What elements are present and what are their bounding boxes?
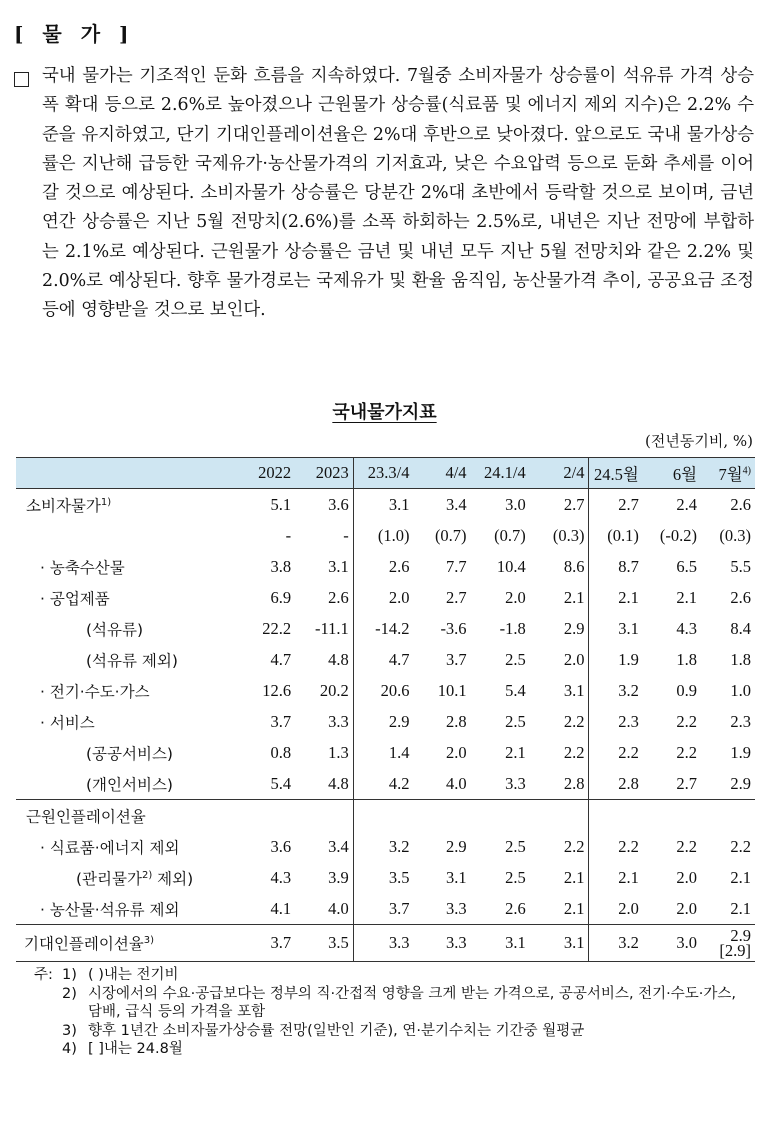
checkbox-bullet (14, 72, 29, 87)
table-cell: 2.7 (676, 773, 698, 793)
table-cell: (0.7) (494, 525, 526, 545)
table-cell (701, 800, 755, 832)
table-cell: 20.2 (319, 680, 349, 700)
table-cell: 3.0 (505, 494, 526, 514)
table-cell: 3.1 (589, 613, 643, 644)
col-header: 7월$^{4)}$ (701, 458, 755, 489)
table-cell: 2.0 (589, 893, 643, 925)
row-label: · 농축수산물 (40, 558, 125, 577)
table-cell: 2.1 (676, 587, 698, 607)
table-row (16, 520, 755, 551)
table-cell: 1.3 (328, 742, 349, 762)
note-text: [ ]내는 24.8월 (88, 1041, 183, 1057)
table-cell: 2.1 (563, 867, 585, 887)
table-cell: - (285, 525, 292, 545)
table-cell: 3.5 (353, 862, 413, 893)
note-text: 시장에서의 수요·공급보다는 정부의 직·간접적 영향을 크게 받는 가격으로, 공공서비스, 전기·수도·가스, 담배, 급식 등의 가격을 포함 (88, 985, 737, 1020)
table-cell: 2.2 (676, 836, 698, 856)
table-cell (530, 800, 589, 832)
table-row (16, 893, 755, 925)
row-label: · 공업제품 (40, 589, 110, 608)
table-cell: (0.1) (589, 520, 643, 551)
table-cell: 2.2 (589, 737, 643, 768)
table-cell: 4.3 (676, 618, 698, 638)
col-header: 2/4 (530, 458, 589, 489)
table-cell: -1.8 (499, 618, 526, 638)
note-text: 향후 1년간 소비자물가상승률 전망(일반인 기준), 연·분기수치는 기간중 월평균 (88, 1022, 585, 1039)
table-cell: 2.7 (589, 489, 643, 521)
table-notes: 주: 1) ( )내는 전기비 2) 시장에서의 수요·공급보다는 정부의 직·간접적 영향을 크게 받는 가격으로, 공공서비스, 전기·수도·가스, 담배, 급식 등의 가격을 포함 3) 향후 1년간 소비자물가상승률 전망(일반인 기준), 연·분기수치는 기간중 월평균 4) [ ]내는 24.8월 (34, 966, 754, 1059)
table-cell: 2.3 (730, 711, 751, 731)
table-cell: 2.7 (445, 587, 467, 607)
cell-value: 2.9 (730, 926, 751, 945)
table-cell: 2.2 (730, 836, 751, 856)
row-label: · 식료품·에너지 제외 (40, 838, 180, 857)
table-cell: 2.5 (505, 711, 526, 731)
table-cell: 2.1 (730, 867, 751, 887)
table-cell: 3.2 (589, 675, 643, 706)
table-cell: 3.2 (353, 831, 413, 862)
table-cell: 1.8 (676, 649, 698, 669)
table-cell: 2.1 (563, 587, 585, 607)
table-cell: 2.5 (505, 867, 526, 887)
row-label: 근원인플레이션율 (16, 800, 238, 832)
table-cell: 3.3 (328, 711, 349, 731)
summary-paragraph: 국내 물가는 기조적인 둔화 흐름을 지속하였다. 7월중 소비자물가 상승률이 석유류 가격 상승폭 확대 등으로 2.6%로 높아졌으나 근원물가 상승률(식료품 및 에너지 제외 지수)은 2.2% 수준을 유지하였고, 단기 기대인플레이션율은 2%대 후반으로 낮아졌다. 앞으로도 국내 물가상승률은 지난해 급등한 국제유가·농산물가격의 기저효과, 낮은 수요압력 등으로 둔화 추세를 이어갈 것으로 예상된다. 소비자물가 상승률은 당분간 2%대 초반에서 등락할 것으로 보이며, 금년 연간 상승률은 지난 5월 전망치(2.6%)를 소폭 하회하는 2.5%로, 내년은 지난 전망에 부합하는 2.1%로 예상된다. 근원물가 상승률은 금년 및 내년 모두 지난 5월 전망치와 같은 2.2% 및 2.0%로 예상된다. 향후 물가경로는 국제유가 및 환율 움직임, 농산물가격 추이, 공공요금 조정 등에 영향받을 것으로 보인다. (42, 66, 754, 321)
table-cell: 2.6 (730, 494, 751, 514)
table-row (16, 737, 755, 768)
table-cell (643, 800, 701, 832)
table-row (16, 613, 755, 644)
table-cell: (0.7) (434, 525, 467, 545)
table-cell: 0.9 (676, 680, 698, 700)
table-cell: 3.8 (270, 556, 292, 576)
table-cell (413, 800, 470, 832)
table-cell: 1.0 (730, 680, 751, 700)
table-cell: 2.2 (563, 742, 585, 762)
table-cell: 6.9 (270, 587, 292, 607)
table-cell: 2.2 (563, 836, 585, 856)
table-cell: - (343, 525, 349, 545)
table-cell: 4.2 (353, 768, 413, 800)
table-cell: 3.7 (238, 925, 295, 962)
table-cell: 8.7 (589, 551, 643, 582)
table-cell: 2.2 (676, 742, 698, 762)
table-cell: 4.7 (353, 644, 413, 675)
table-cell: 5.4 (505, 680, 526, 700)
row-label: (석유류) (86, 620, 144, 639)
table-cell: 4.0 (445, 773, 467, 793)
table-cell: 0.8 (270, 742, 292, 762)
col-header: 23.3/4 (353, 458, 413, 489)
table-cell: 2.9 (353, 706, 413, 737)
table-cell: 2.0 (445, 742, 467, 762)
table-row (16, 644, 755, 675)
table-cell: -3.6 (440, 618, 467, 638)
table-cell: 2.7 (563, 494, 585, 514)
table-title: 국내물가지표 (332, 402, 437, 423)
table-cell: 4.8 (328, 649, 349, 669)
table-row (16, 551, 755, 582)
table-cell: 1.9 (730, 742, 751, 762)
table-cell: 3.3 (505, 773, 526, 793)
table-cell: 1.9 (589, 644, 643, 675)
table-cell: 2.1 (563, 898, 585, 918)
table-cell: 3.4 (445, 494, 467, 514)
table-row (16, 831, 755, 862)
table-cell: 2.0 (676, 867, 698, 887)
row-label: 기대인플레이션율$^{3)}$ (16, 925, 238, 962)
table-cell: 3.6 (328, 494, 349, 514)
table-unit: (전년동기비, %) (645, 432, 753, 450)
table-cell: 3.5 (295, 925, 353, 962)
table-cell: 4.8 (328, 773, 349, 793)
table-cell: 2.2 (589, 831, 643, 862)
table-cell: 2.8 (563, 773, 585, 793)
col-header: 24.1/4 (471, 458, 530, 489)
row-label: · 전기·수도·가스 (40, 682, 150, 701)
table-cell: 2.2 (676, 711, 698, 731)
table-cell: 3.1 (530, 925, 589, 962)
table-cell: 3.3 (353, 925, 413, 962)
table-cell: 1.4 (353, 737, 413, 768)
section-title: [ 물 가 ] (14, 22, 135, 46)
col-header: 2022 (238, 458, 295, 489)
table-cell: 2.5 (505, 649, 526, 669)
table-row (16, 768, 755, 800)
table-cell: 1.8 (730, 649, 751, 669)
table-cell (353, 800, 413, 832)
table-cell: 2.6 (328, 587, 349, 607)
table-cell: 5.1 (270, 494, 292, 514)
table-cell: 2.0 (353, 582, 413, 613)
col-header: 4/4 (413, 458, 470, 489)
table-cell: 3.1 (563, 680, 585, 700)
table-header-row (16, 458, 755, 489)
table-cell: 20.6 (353, 675, 413, 706)
table-cell: 2.5 (505, 836, 526, 856)
table-cell (238, 800, 295, 832)
row-label: (관리물가$^{2)}$ 제외) (76, 869, 194, 888)
table-row (16, 925, 755, 962)
table-row (16, 800, 755, 832)
table-row (16, 582, 755, 613)
table-cell: 4.3 (270, 867, 292, 887)
table-cell: 2.9 (730, 773, 751, 793)
row-label: 소비자물가$^{1)}$ (26, 496, 112, 515)
table-cell: 3.1 (353, 489, 413, 521)
table-cell: 2.1 (730, 898, 751, 918)
table-cell: 2.0 (676, 898, 698, 918)
table-row (16, 862, 755, 893)
table-cell (295, 800, 353, 832)
table-cell: 2.8 (589, 768, 643, 800)
table-cell: 2.4 (676, 494, 698, 514)
table-cell: 2.3 (589, 706, 643, 737)
table-cell (589, 800, 643, 832)
table-cell: 2.6 (505, 898, 526, 918)
table-cell: 3.0 (643, 925, 701, 962)
table-cell: 2.1 (505, 742, 526, 762)
table-cell: 2.9 (445, 836, 467, 856)
table-cell: 3.4 (328, 836, 349, 856)
table-cell: 7.7 (445, 556, 467, 576)
table-cell (701, 925, 755, 962)
table-cell: 3.1 (471, 925, 530, 962)
table-cell: 3.7 (270, 711, 292, 731)
table-cell: 5.5 (730, 556, 751, 576)
table-cell: 2.6 (730, 587, 751, 607)
price-indicator-table (16, 457, 755, 962)
table-cell: (1.0) (353, 520, 413, 551)
table-cell: 3.7 (353, 893, 413, 925)
table-cell: 4.1 (270, 898, 292, 918)
table-cell: 3.1 (445, 867, 467, 887)
note-text: ( )내는 전기비 (88, 967, 179, 983)
col-header: 24.5월 (589, 458, 643, 489)
table-cell: (0.3) (719, 525, 751, 545)
table-cell: 2.1 (589, 862, 643, 893)
table-cell: (-0.2) (659, 525, 698, 545)
col-header: 2023 (295, 458, 353, 489)
table-cell: 2.0 (505, 587, 526, 607)
row-label: (개인서비스) (86, 775, 173, 794)
table-row (16, 675, 755, 706)
table-cell: 8.6 (563, 556, 585, 576)
table-cell: 3.7 (445, 649, 467, 669)
table-cell: 3.3 (413, 925, 470, 962)
table-cell: 12.6 (262, 680, 292, 700)
table-cell: 8.4 (730, 618, 751, 638)
table-row (16, 706, 755, 737)
table-cell: 3.9 (328, 867, 349, 887)
row-label: (석유류 제외) (86, 651, 178, 670)
table-cell: -11.1 (314, 618, 349, 638)
table-cell: 2.2 (563, 711, 585, 731)
table-cell (471, 800, 530, 832)
table-cell: 3.3 (445, 898, 467, 918)
row-label: · 농산물·석유류 제외 (40, 900, 180, 919)
table-cell: 2.8 (445, 711, 467, 731)
table-cell: 22.2 (262, 618, 292, 638)
table-cell: -14.2 (353, 613, 413, 644)
table-cell: 5.4 (270, 773, 292, 793)
table-cell: 6.5 (676, 556, 698, 576)
table-cell: (0.3) (552, 525, 585, 545)
row-label: (공공서비스) (86, 744, 173, 763)
table-row (16, 489, 755, 521)
table-cell: 3.6 (270, 836, 292, 856)
table-cell: 2.6 (353, 551, 413, 582)
cell-bracket-value: [2.9] (719, 941, 751, 960)
col-header: 6월 (643, 458, 701, 489)
table-cell: 2.9 (563, 618, 585, 638)
row-label: · 서비스 (40, 713, 95, 732)
table-cell: 3.1 (328, 556, 349, 576)
table-cell: 2.1 (589, 582, 643, 613)
table-cell: 4.7 (270, 649, 292, 669)
table-cell: 2.0 (563, 649, 585, 669)
table-cell: 10.4 (496, 556, 526, 576)
table-cell: 4.0 (328, 898, 349, 918)
table-cell: 3.2 (589, 925, 643, 962)
table-cell: 10.1 (437, 680, 467, 700)
